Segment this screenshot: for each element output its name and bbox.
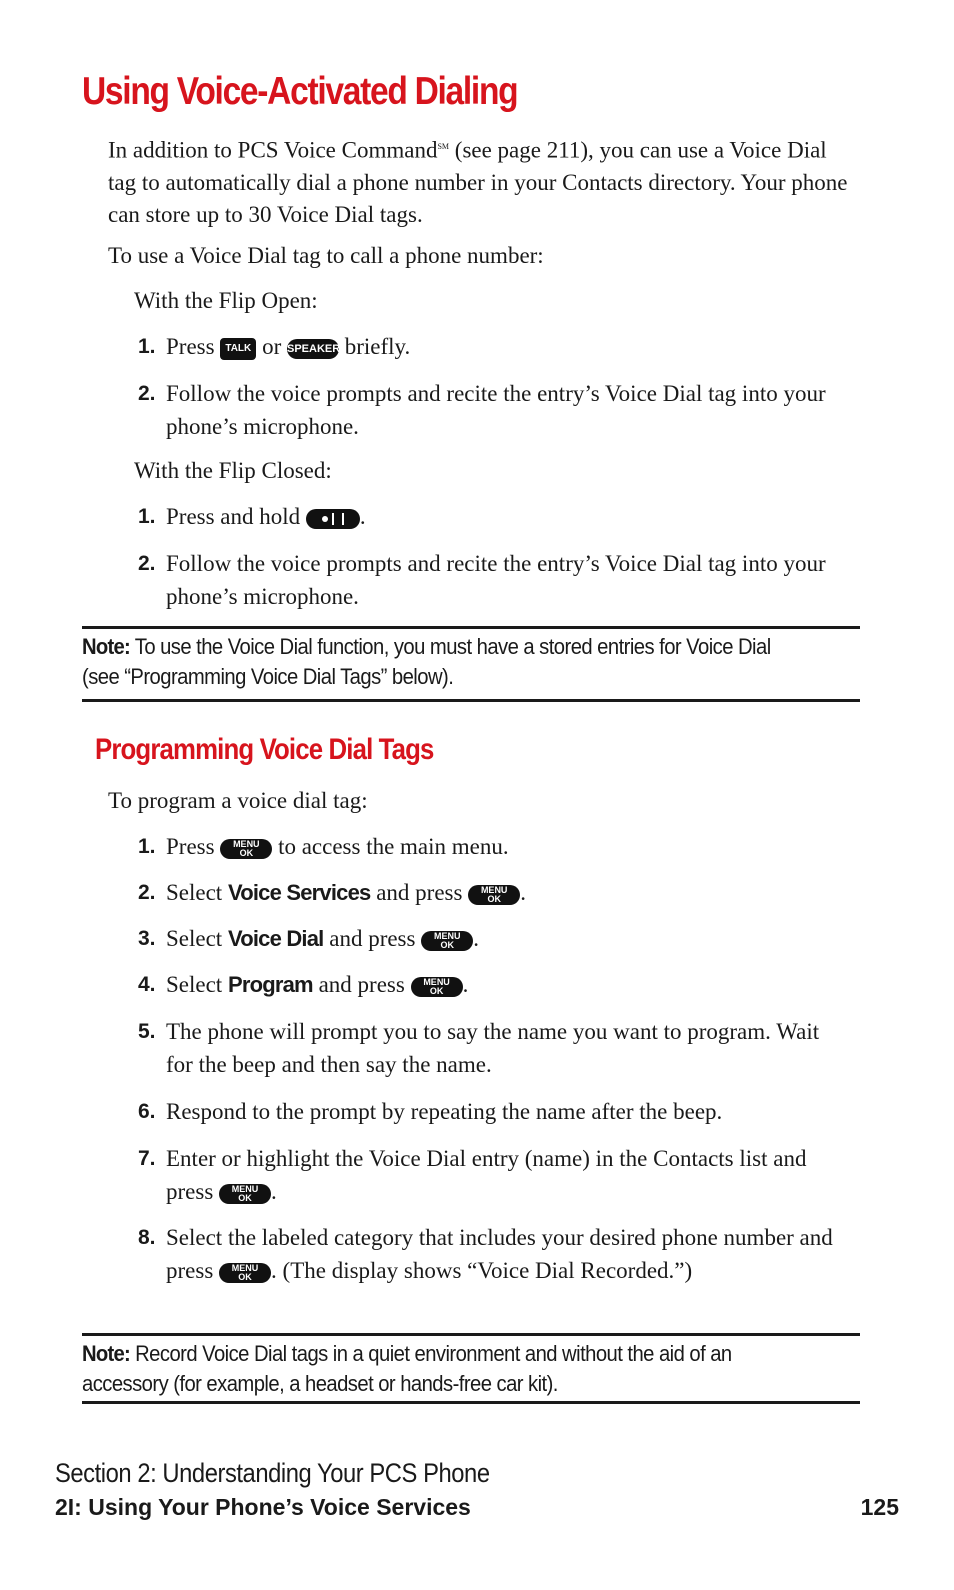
step-number: 2. [138,552,156,575]
page-number: 125 [860,1494,899,1520]
step-text: Follow the voice prompts and recite the entry’s Voice Dial tag into your phone’s microphone. [166,381,826,439]
step-text: . [520,880,526,905]
step-number: 6. [138,1100,156,1123]
note-voice-dial [82,632,804,692]
program-step-3 [138,922,838,955]
flip-open-lead: With the Flip Open: [134,288,318,313]
step-text: . (The display shows “Voice Dial Recorded.”) [271,1258,693,1283]
note-label: Note: [82,1341,131,1366]
menu-option-label: Program [227,972,313,997]
footer-subsection-title: 2I: Using Your Phone’s Voice Services [55,1494,471,1520]
menu-option-label: Voice Dial [227,926,324,951]
intro-text-1: In addition to PCS Voice Command [108,137,438,163]
step-text: Select [166,926,228,951]
program-step-5 [138,1015,838,1081]
menu-ok-key-icon: MENU OK [220,839,272,859]
step-text: Select [166,880,228,905]
program-step-4 [138,968,838,1001]
step-text: Follow the voice prompts and recite the entry’s Voice Dial tag into your phone’s microphone. [166,551,826,609]
program-step-2 [138,876,838,909]
program-step-8 [138,1221,838,1287]
step-number: 8. [138,1226,156,1249]
step-text: Select the labeled category that includes your desired phone number and press [166,1225,833,1283]
step-text: or [256,334,287,359]
step-text: briefly. [338,334,411,359]
note-top-divider [82,1333,860,1336]
step-text: Press [166,834,221,859]
footer-section-title: Section 2: Understanding Your PCS Phone [55,1458,490,1488]
step-text: and press [370,880,469,905]
note-text: To use the Voice Dial function, you must have a stored entries for Voice Dial (see “Programming Voice Dial Tags” below). [82,634,771,689]
step-number: 1. [138,835,156,858]
step-text: . [271,1179,277,1204]
note-bottom-divider [82,699,860,702]
step-text: . [359,504,366,529]
step-text: The phone will prompt you to say the name you want to program. Wait for the beep and then say the name. [166,1019,820,1077]
step-number: 7. [138,1147,156,1170]
flip-open-step-2 [138,377,838,443]
program-step-7 [138,1142,838,1208]
program-step-6 [138,1095,838,1128]
menu-ok-key-icon: MENU OK [468,885,520,905]
step-text: to access the main menu. [272,834,509,859]
flip-closed-lead: With the Flip Closed: [134,458,332,483]
to-program-text: To program a voice dial tag: [108,788,368,813]
step-number: 1. [138,505,156,528]
step-number: 4. [138,973,156,996]
step-text: Respond to the prompt by repeating the name after the beep. [166,1099,723,1124]
step-number: 1. [138,335,156,358]
note-text: Record Voice Dial tags in a quiet environment and without the aid of an accessory (for example, a headset or hands-free car kit). [82,1341,732,1396]
note-record-tags [82,1339,804,1399]
note-label: Note: [82,634,131,659]
step-text: Select [166,972,228,997]
note-bottom-divider [82,1401,860,1404]
menu-ok-key-icon: MENU OK [219,1263,271,1283]
flip-closed-step-1 [138,500,838,533]
program-step-1 [138,830,838,863]
talk-key-icon: TALK [220,338,256,360]
step-number: 5. [138,1020,156,1043]
step-text: . [462,972,469,997]
note-top-divider [82,626,860,629]
to-use-text: To use a Voice Dial tag to call a phone number: [108,243,544,268]
speaker-key-icon: SPEAKER [287,339,339,359]
step-text: . [473,926,479,951]
step-text: Enter or highlight the Voice Dial entry (name) in the Contacts list and press [166,1146,807,1204]
step-number: 2. [138,382,156,405]
flip-closed-step-2 [138,547,838,613]
intro-text-2: (see page 211), you can use a Voice Dial tag to automatically dial a phone number in your Contacts directory. Your phone can store up to 30 Voice Dial tags. [108,137,848,227]
step-text: Press and hold [166,504,306,529]
page-title: Using Voice-Activated Dialing [82,70,518,113]
service-mark: SM [437,142,450,151]
intro-paragraph [108,131,853,231]
menu-option-label: Voice Services [227,880,371,905]
step-number: 3. [138,927,156,950]
menu-ok-key-icon: MENU OK [421,931,473,951]
step-text: Press [166,334,221,359]
step-number: 2. [138,881,156,904]
section-heading: Programming Voice Dial Tags [95,733,434,766]
step-text: and press [323,926,422,951]
menu-ok-key-icon: MENU OK [219,1184,271,1204]
flip-open-step-1 [138,330,838,363]
step-text: and press [312,972,411,997]
menu-ok-key-icon: MENU OK [411,977,463,997]
voice-key-icon [306,509,360,529]
